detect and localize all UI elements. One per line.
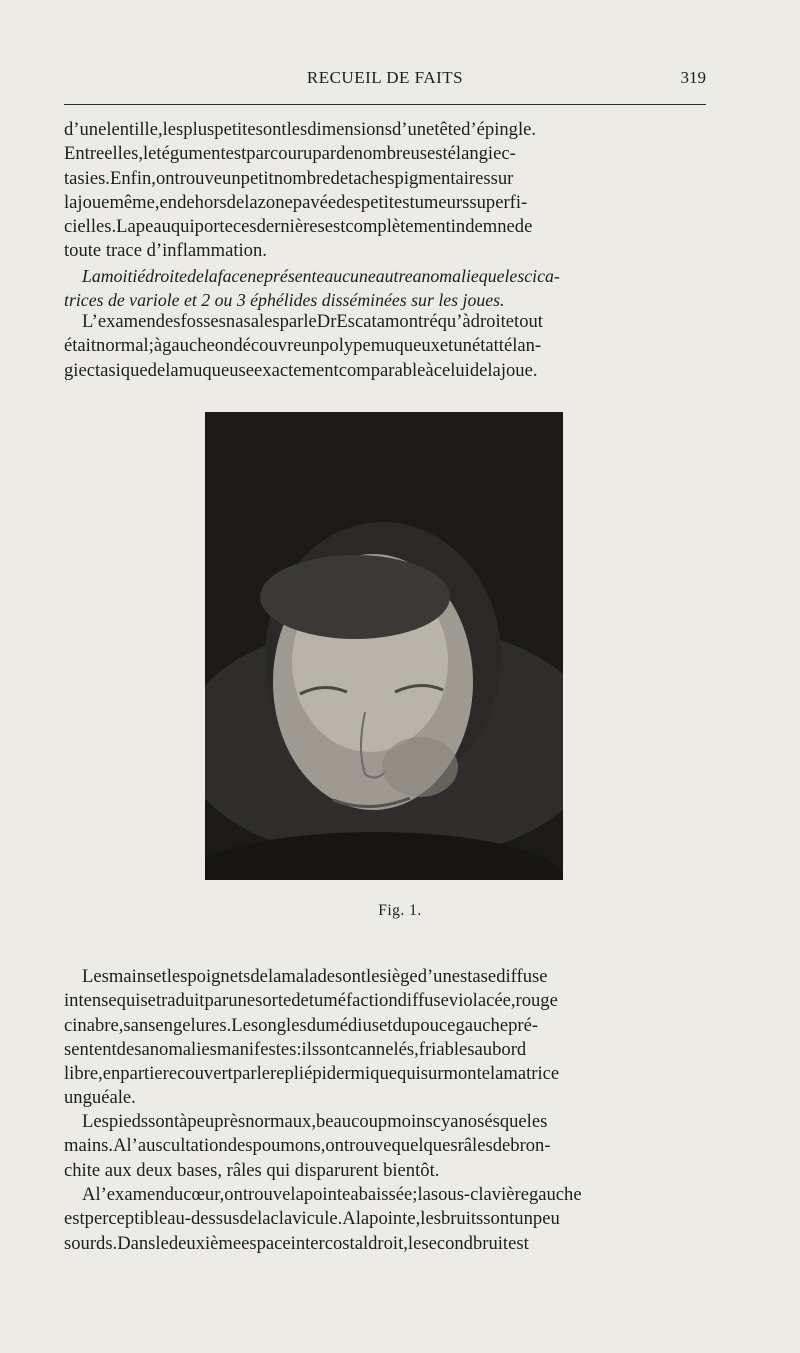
text-line: Al’examenducœur,ontrouvelapointeabaissée;lasous-clavièregauche — [82, 1184, 582, 1205]
text-line: chite aux deux bases, râles qui disparurent bientôt. — [64, 1159, 440, 1181]
text-line: unguéale. — [64, 1087, 136, 1109]
text-line: tasies.Enfin,ontrouveunpetitnombredetachespigmentairessur — [64, 167, 514, 189]
header-rule — [64, 104, 706, 105]
text-line: estperceptibleau-dessusdelaclavicule.Alapointe,lesbruitssontunpeu — [64, 1208, 560, 1230]
paragraph-nasal-exam — [64, 310, 706, 383]
text-line: sententdesanomaliesmanifestes:ilssontcannelés,friablesaubord — [64, 1038, 527, 1060]
photo-illustration — [205, 412, 563, 880]
text-line: Lamoitiédroitedelafaceneprésenteaucuneautreanomaliequelescica- — [82, 266, 560, 286]
text-line: Entreelles,letégumentestparcourupardenombreusestélangiec- — [64, 143, 516, 165]
text-line: libre,enpartierecouvertparlerepliépidermiquequisurmontelamatrice — [64, 1063, 560, 1085]
text-line: cielles.Lapeauquiportecesdernièresestcomplètementindemnede — [64, 216, 533, 238]
figure-caption: Fig. 1. — [378, 902, 422, 919]
text-line: d’unelentille,lespluspetitesontlesdimensionsd’unetêted’épingle. — [64, 119, 537, 140]
text-line: sourds.Dansledeuxièmeespaceintercostaldroit,lesecondbruitest — [64, 1232, 529, 1254]
text-line: toute trace d’inflammation. — [64, 240, 267, 262]
text-line: lajouemême,endehorsdelazonepavéedespetitestumeurssuperfi- — [64, 191, 528, 213]
text-line: L’examendesfossesnasalesparleDrEscatamontréqu’àdroitetout — [82, 311, 543, 332]
paragraph-heart — [64, 1183, 706, 1256]
page-number: 319 — [680, 68, 706, 87]
running-head: RECUEIL DE FAITS — [306, 68, 464, 87]
text-line: trices de variole et 2 ou 3 éphélides disséminées sur les joues. — [64, 290, 505, 311]
text-line: Lesmainsetlespoignetsdelamaladesontlesièged’unestasediffuse — [82, 966, 548, 987]
paragraph-feet-lungs — [64, 1110, 706, 1183]
paragraph-lesions — [64, 118, 706, 264]
page-header — [64, 68, 706, 96]
text-line: cinabre,sansengelures.Lesonglesdumédiusetdupoucegauchepré- — [64, 1014, 539, 1036]
text-line: mains.Al’auscultationdespoumons,ontrouvequelquesrâlesdebron- — [64, 1135, 551, 1157]
paragraph-right-face — [64, 264, 706, 313]
text-line: intensequisetraduitparunesortedetuméfactiondiffuseviolacée,rouge — [64, 990, 558, 1012]
patient-photograph — [205, 412, 563, 880]
text-line: giectasiquedelamuqueuseexactementcomparableàceluidelajoue. — [64, 359, 538, 381]
text-line: étaitnormal;àgaucheondécouvreunpolypemuqueuxetunétattélan- — [64, 335, 542, 357]
text-line: Lespiedssontàpeuprèsnormaux,beaucoupmoinscyanosésqueles — [82, 1111, 548, 1132]
paragraph-hands — [64, 965, 706, 1111]
